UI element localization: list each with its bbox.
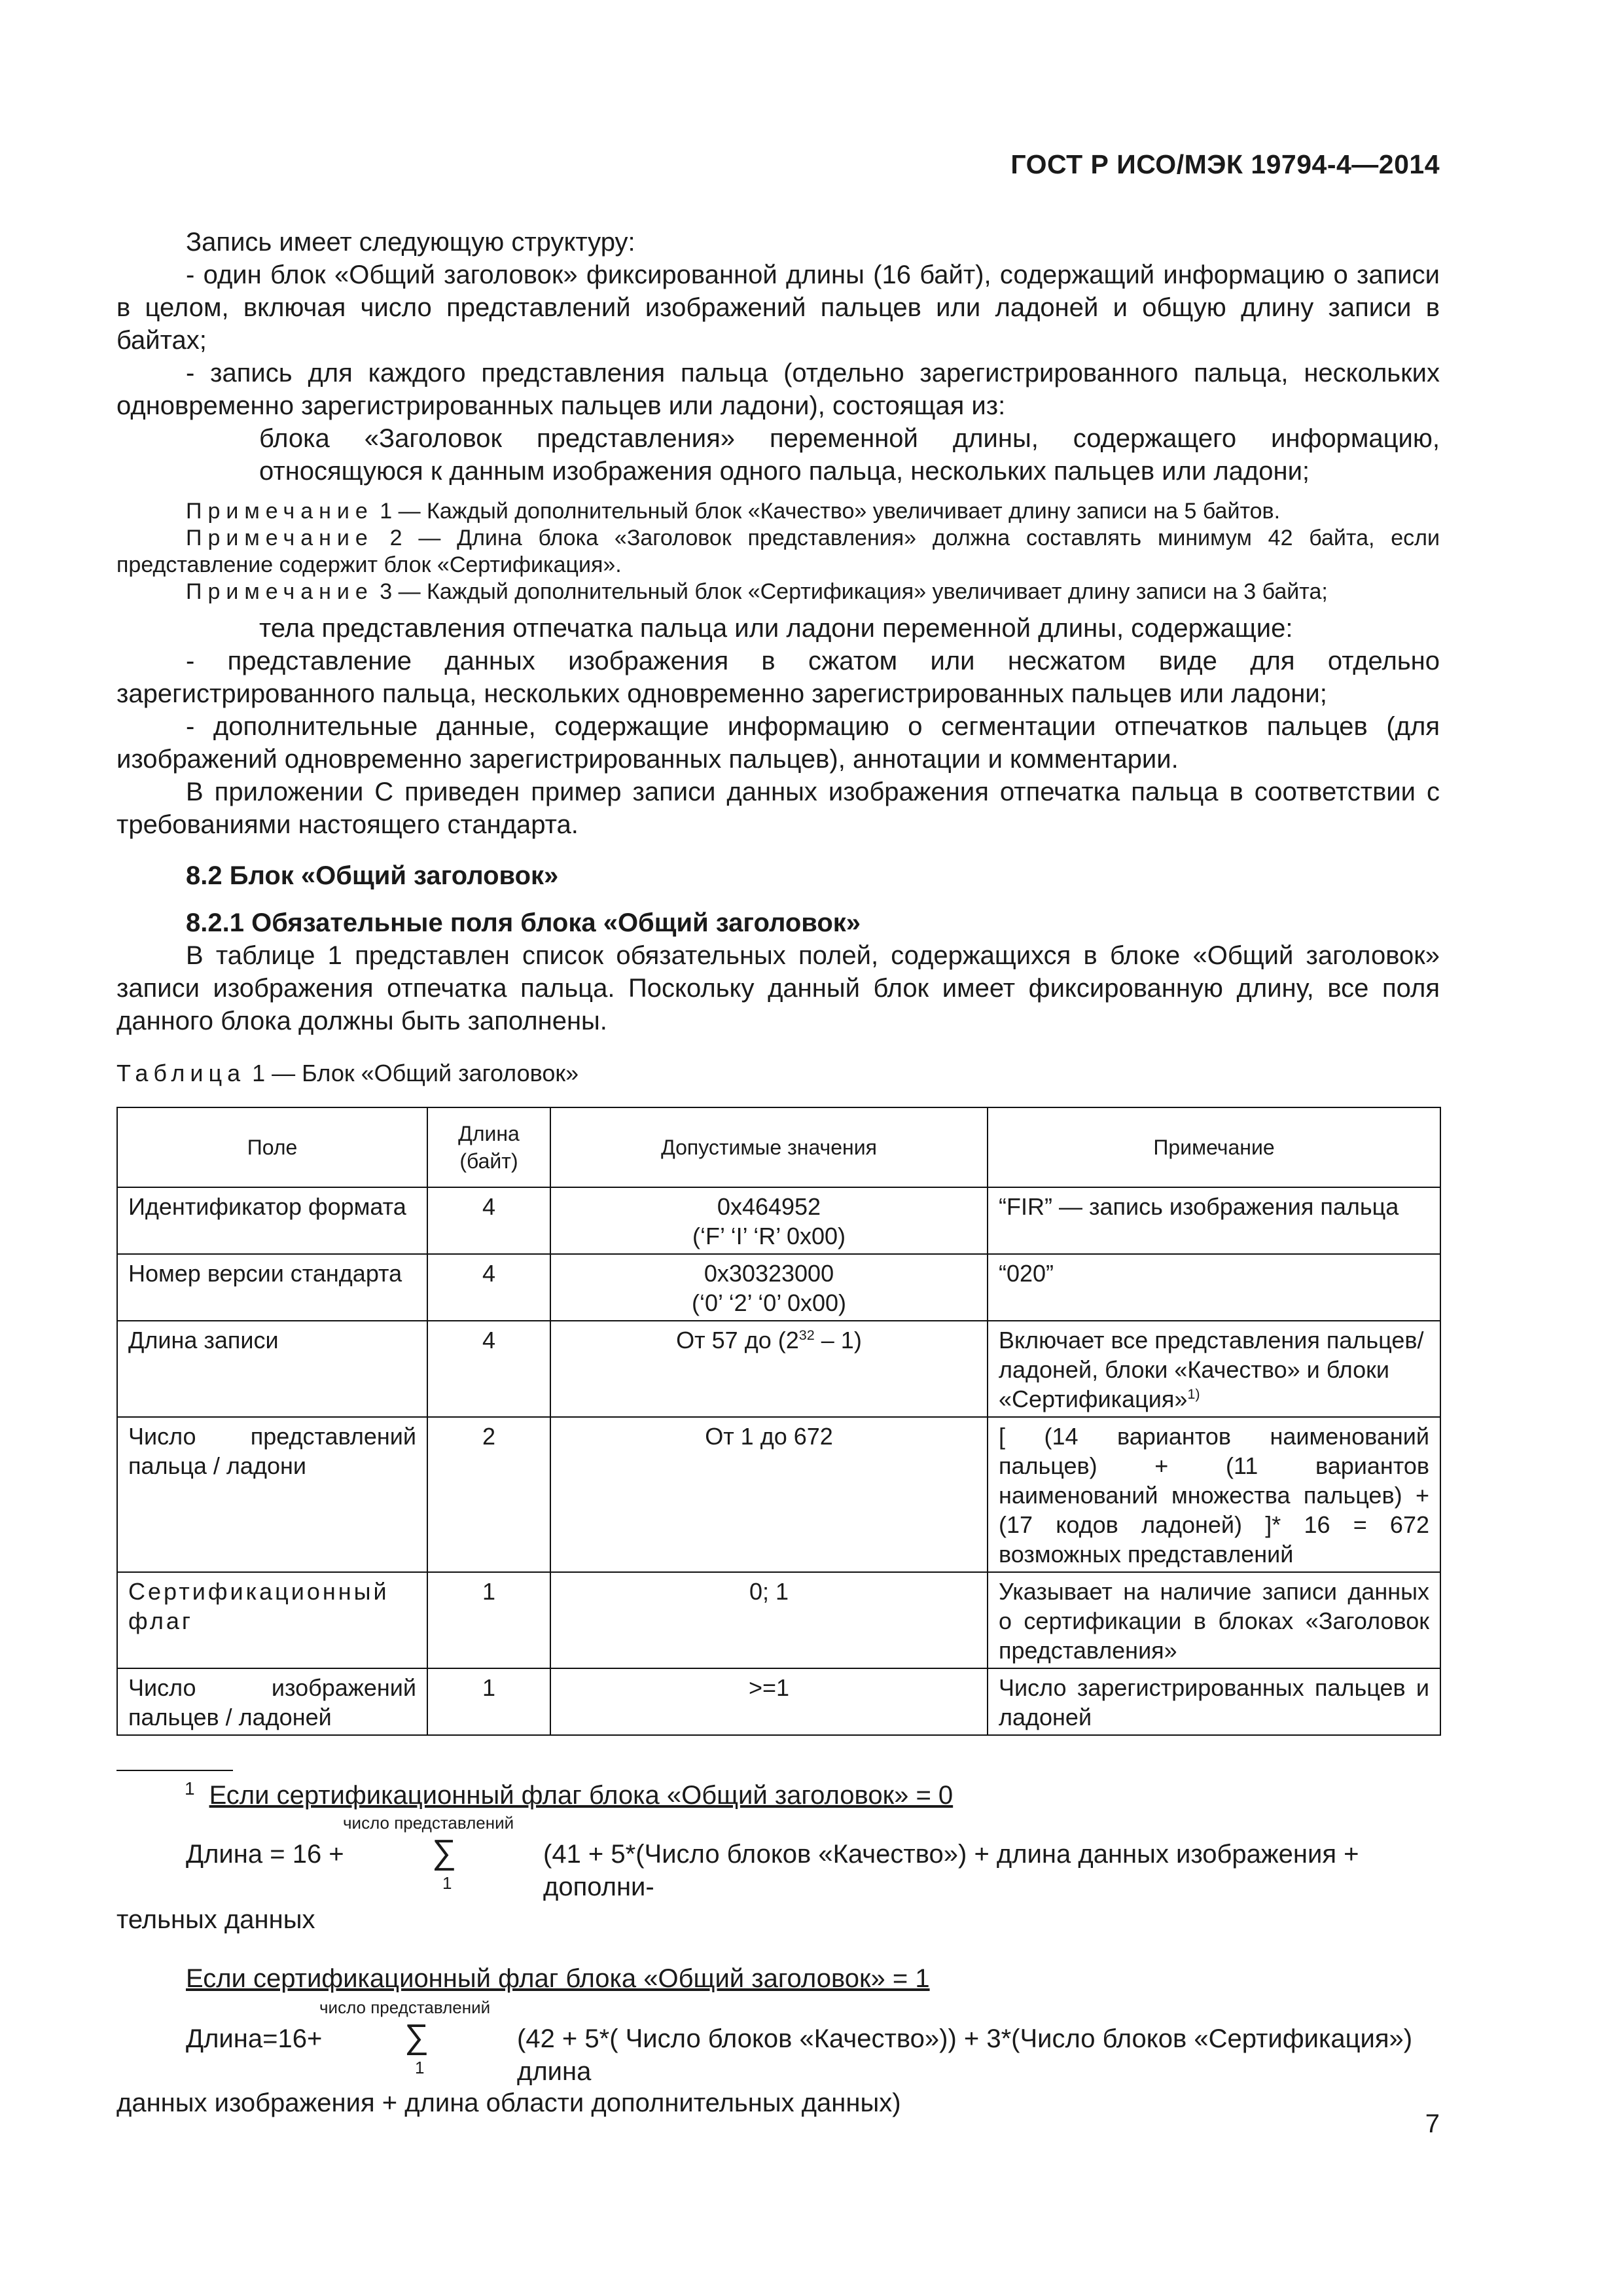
cell-field: Идентификатор формата — [117, 1187, 427, 1254]
cell-length: 4 — [427, 1187, 550, 1254]
formula-1: число представлений Длина = 16 + ∑ 1 (41 + 5*(Число блоков «Качество») + длина данных изображения + дополни- — [186, 1813, 1359, 1901]
cell-note: “020” — [988, 1254, 1440, 1321]
paragraph: блока «Заголовок представления» переменной длины, содержащего информацию, относящуюся к данным изображения одного пальца, нескольких пальцев или ладони; — [259, 424, 1440, 486]
standard-header: ГОСТ Р ИСО/МЭК 19794-4—2014 — [1010, 149, 1440, 179]
table-caption: Таблица 1 — Блок «Общий заголовок» — [116, 1060, 579, 1086]
cell-note: Число зарегистрированных пальцев и ладоней — [988, 1668, 1440, 1735]
table-row — [117, 1668, 1440, 1735]
cell-length: 2 — [427, 1417, 550, 1572]
cell-values: От 1 до 672 — [550, 1417, 988, 1572]
cell-field: Номер версии стандарта — [117, 1254, 427, 1321]
cell-values: От 57 до $(2^{32} - 1)$ — [550, 1321, 988, 1417]
paragraph: Запись имеет следующую структуру: — [186, 228, 635, 257]
table-header-row — [117, 1107, 1440, 1187]
document-body — [116, 226, 1440, 2119]
footnote-separator — [116, 1770, 233, 1771]
paragraph: - дополнительные данные, содержащие информацию о сегментации отпечатков пальцев (для изображений одновременно зарегистрированных пальцев), аннотации и комментарии. — [116, 712, 1440, 774]
cell-field: Число изображений пальцев / ладоней — [117, 1668, 427, 1735]
note: Примечание 2 — Длина блока «Заголовок представления» должна составлять минимум 42 байта, если представление содержит блок «Сертификация». — [116, 526, 1440, 577]
section-heading: 8.2.1 Обязательные поля блока «Общий заголовок» — [186, 908, 861, 937]
cell-length: 4 — [427, 1254, 550, 1321]
formula-2: число представлений Длина=16+ ∑ 1 (42 + 5*( Число блоков «Качество»)) + 3*(Число блоков «Сертификация») длина — [186, 1998, 1413, 2086]
sum-icon: ∑ — [404, 2018, 429, 2056]
column-header: Поле — [117, 1107, 427, 1187]
cell-field: Длина записи — [117, 1321, 427, 1417]
column-header: Примечание — [988, 1107, 1440, 1187]
cell-length: 1 — [427, 1668, 550, 1735]
cell-length: 1 — [427, 1572, 550, 1668]
sum-icon: ∑ — [432, 1833, 457, 1871]
cell-values: >=1 — [550, 1668, 988, 1735]
paragraph: В таблице 1 представлен список обязательных полей, содержащихся в блоке «Общий заголовок» записи изображения отпечатка пальца. Поскольку данный блок имеет фиксированную длину, все поля данного блока должны быть заполнены. — [116, 941, 1440, 1035]
cell-field: Сертификационный флаг — [117, 1572, 427, 1668]
paragraph: - представление данных изображения в сжатом или несжатом виде для отдельно зарегистрированного пальца, нескольких одновременно зарегистрированных пальцев или ладони; — [116, 647, 1440, 708]
cell-note: Включает все представления пальцев/ладоней, блоки «Качество» и блоки «Сертификация»$^{1)}$ — [988, 1321, 1440, 1417]
cell-field: Число представлений пальца / ладони — [117, 1417, 427, 1572]
page-number: 7 — [1425, 2109, 1440, 2138]
cell-note: [ (14 вариантов наименований пальцев) + (11 вариантов наименований множества пальцев) + (17 кодов ладоней) ]* 16 = 672 возможных представлений — [988, 1417, 1440, 1572]
footnote-condition: Если сертификационный флаг блока «Общий заголовок» = 0 — [209, 1781, 954, 1810]
column-header: Допустимые значения — [550, 1107, 988, 1187]
section-heading: 8.2 Блок «Общий заголовок» — [186, 861, 559, 890]
table-row — [117, 1187, 1440, 1254]
note: Примечание 1 — Каждый дополнительный блок «Качество» увеличивает длину записи на 5 байтов. — [186, 499, 1281, 524]
cell-note: “FIR” — запись изображения пальца — [988, 1187, 1440, 1254]
cell-values: 0x464952 (‘F’ ‘I’ ‘R’ 0x00) — [550, 1187, 988, 1254]
note: Примечание 3 — Каждый дополнительный блок «Сертификация» увеличивает длину записи на 3 байта; — [186, 579, 1328, 604]
cell-values: 0; 1 — [550, 1572, 988, 1668]
table-row — [117, 1417, 1440, 1572]
cell-length: 4 — [427, 1321, 550, 1417]
paragraph: В приложении С приведен пример записи данных изображения отпечатка пальца в соответствии с требованиями настоящего стандарта. — [116, 778, 1440, 839]
table-row — [117, 1321, 1440, 1417]
paragraph: - запись для каждого представления пальца (отдельно зарегистрированного пальца, нескольких одновременно зарегистрированных пальцев или ладони), состоящая из: — [116, 359, 1440, 420]
paragraph: - один блок «Общий заголовок» фиксированной длины (16 байт), содержащий информацию о записи в целом, включая число представлений изображений пальцев или ладоней и общую длину записи в байтах; — [116, 260, 1440, 355]
general-header-table — [116, 1107, 1441, 1736]
paragraph: тела представления отпечатка пальца или ладони переменной длины, содержащие: — [259, 614, 1293, 643]
column-header: Длина (байт) — [427, 1107, 550, 1187]
footnote-marker: 1 — [185, 1778, 195, 1799]
footnote-condition: Если сертификационный флаг блока «Общий заголовок» = 1 — [186, 1964, 930, 1993]
footnote: $^1$ Если сертификационный флаг блока «Общий заголовок» = 0 число представлений Длина = 16 + ∑ 1 (41 + 5*(Число блоков «Качество») + длина данных изображения + дополни- тельных данных Если сертификационный флаг блока «Общий заголовок» = 1 число представлений Длина=16+ ∑ 1 (42 + 5*( Число блоков «Качество»)) + 3*(Число блоков «Сертификация») длина данных изображения + длина области дополнительных данных) — [116, 1779, 1440, 2119]
cell-note: Указывает на наличие записи данных о сертификации в блоках «Заголовок представления» — [988, 1572, 1440, 1668]
table-row — [117, 1254, 1440, 1321]
cell-values: 0x30323000 (‘0’ ‘2’ ‘0’ 0x00) — [550, 1254, 988, 1321]
table-row — [117, 1572, 1440, 1668]
